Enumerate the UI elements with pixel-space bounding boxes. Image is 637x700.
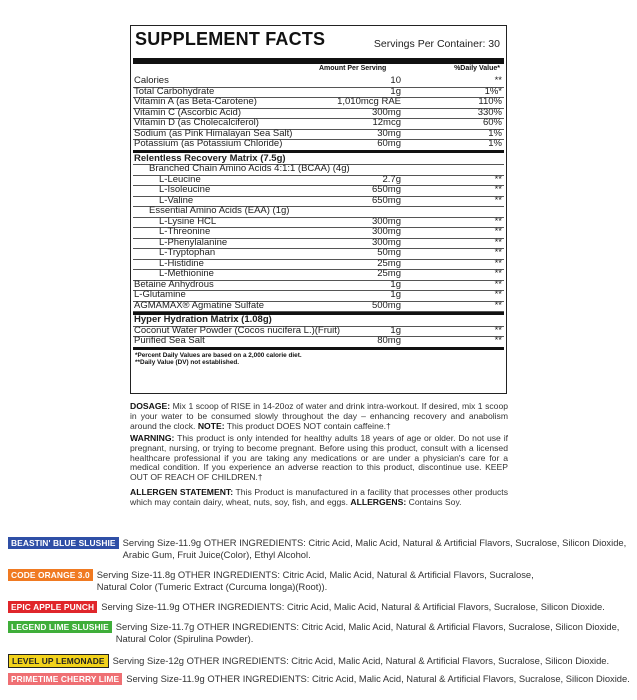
nutrient-daily-value: ** [494,215,502,227]
nutrient-daily-value: ** [494,335,502,346]
nutrient-amount: 50mg [377,247,401,258]
flavor-badge: CODE ORANGE 3.0 [8,569,93,581]
warning-label: WARNING: [130,433,175,443]
dosage-paragraph [130,402,508,431]
nutrient-daily-value: 330% [477,106,502,118]
nutrient-daily-value: ** [494,247,502,258]
nutrient-amount: 650mg [371,194,401,206]
flavor-row [8,621,619,633]
flavor-row [8,601,605,613]
nutrient-amount: 1g [390,278,401,290]
allergen-text: This Product is manufactured in a facility that processes other products which may contain dairy, wheat, nuts, soy, fish, and eggs. [130,487,508,507]
nutrient-name: L-Glutamine [134,289,186,300]
nutrient-amount: 25mg [377,257,401,269]
flavor-row [8,537,626,549]
nutrient-name: Sodium (as Pink Himalayan Sea Salt) [134,127,293,139]
nutrient-amount: 1g [390,85,401,97]
nutrient-daily-value: ** [494,289,502,300]
flavor-row [8,569,534,581]
dosage-label: DOSAGE: [130,401,171,411]
flavor-ingredients: Serving Size-12g OTHER INGREDIENTS: Citric Acid, Malic Acid, Natural & Artificial Flavors, Sucralose, Silicon Dioxide. [112,655,610,666]
flavor-badge: LEVEL UP LEMONADE [8,654,109,668]
nutrient-amount: 300mg [371,236,401,248]
facts-title: SUPPLEMENT FACTS [135,29,326,49]
nutrient-name: Total Carbohydrate [134,85,215,97]
flavor-ingredients-continued: Natural Color (Spirulina Powder). [115,633,254,644]
fact-row [133,139,504,151]
fact-row [133,301,504,313]
flavor-ingredients: Serving Size-11.9g OTHER INGREDIENTS: Citric Acid, Malic Acid, Natural & Artificial Flavors, Sucralose, Silicon Dioxide. [126,673,630,684]
footnote-not-established: **Daily Value (DV) not established. [135,359,240,366]
flavor-ingredients: Serving Size-11.9g OTHER INGREDIENTS: Citric Acid, Malic Acid, Natural & Artificial Flavors, Sucralose, Silicon Dioxide. [101,601,605,612]
nutrient-daily-value: ** [494,268,502,279]
servings-per-container: Servings Per Container: 30 [373,38,500,50]
nutrient-daily-value: ** [494,173,502,185]
nutrient-daily-value: 110% [478,96,502,107]
nutrient-amount: 300mg [371,106,401,118]
nutrient-daily-value: 1%* [484,85,502,97]
flavor-ingredients-continued: Natural Color (Tumeric Extract (Curcuma longa)(Root)). [96,581,328,592]
nutrient-amount: 1g [390,289,401,300]
warning-text: This product is only intended for healthy adults 18 years of age or older. Do not use if pregnant, nursing, or trying to become pregnant. Before using this product, consult with a licensed healthcare professional if you are taking any medications or are under a physician's care for a medical condition. If you experience an adverse reaction to this product, discontinue use. KEEP OUT OF REACH OF CHILDREN.† [130,433,508,483]
nutrient-amount: 25mg [377,268,401,279]
nutrient-daily-value: 60% [482,117,502,128]
nutrient-amount: 300mg [371,226,401,237]
hydration-row [133,336,504,348]
nutrient-name: L-Methionine [159,268,214,279]
nutrient-name: L-Threonine [159,226,211,237]
flavor-badge: PRIMETIME CHERRY LIME [8,673,122,685]
nutrient-name: Vitamin C (Ascorbic Acid) [134,106,241,118]
allergen-paragraph [130,488,508,508]
nutrient-amount: 2.7g [382,173,401,185]
nutrient-amount: 10 [390,75,401,86]
nutrient-daily-value: ** [494,75,502,86]
column-header [133,64,504,75]
flavor-ingredients: Serving Size-11.8g OTHER INGREDIENTS: Citric Acid, Malic Acid, Natural & Artificial Flavors, Sucralose, [96,569,534,580]
nutrient-name: Essential Amino Acids (EAA) (1g) [149,205,290,216]
nutrient-amount: 80mg [377,335,401,346]
flavor-row [8,673,630,685]
nutrient-name: L-Lysine HCL [159,215,217,227]
nutrient-name: L-Phenylalanine [159,236,228,248]
nutrient-daily-value: ** [494,257,502,269]
warning-paragraph [130,434,508,483]
nutrient-amount: 1g [390,324,401,336]
nutrient-name: Purified Sea Salt [134,335,205,346]
allergens-label: ALLERGENS: [350,496,407,507]
nutrient-name: Potassium (as Potassium Chloride) [134,138,283,149]
nutrient-daily-value: ** [494,278,502,290]
nutrient-name: L-Valine [159,194,194,206]
nutrient-daily-value: 1% [488,127,502,139]
allergen-label: ALLERGEN STATEMENT: [130,487,234,497]
nutrient-amount: 1,010mcg RAE [337,96,401,107]
dosage-text: Mix 1 scoop of RISE in 14-20oz of water and drink intra-workout. If desired, mix 1 scoop in your water to be consumed slowly throughout the day – enhancing recovery and anabolism around the clock. [130,401,508,431]
flavor-badge: BEASTIN' BLUE SLUSHIE [8,537,119,549]
nutrient-name: L-Histidine [159,257,204,269]
nutrient-daily-value: ** [494,194,502,206]
nutrient-name: L-Leucine [159,173,201,185]
nutrient-name: Vitamin A (as Beta-Carotene) [134,96,257,107]
note-text: This product DOES NOT contain caffeine.† [224,420,391,431]
flavor-ingredients: Serving Size-11.7g OTHER INGREDIENTS: Citric Acid, Malic Acid, Natural & Artificial Flavors, Sucralose, Silicon Dioxide, [115,621,620,632]
nutrient-daily-value: ** [494,324,502,336]
footer-divider [133,347,504,350]
daily-value-header: %Daily Value* [454,65,500,72]
nutrient-name: Vitamin D (as Cholecalciferol) [134,117,259,128]
note-label: NOTE: [197,420,225,431]
nutrient-name: Relentless Recovery Matrix (7.5g) [134,152,286,164]
nutrient-name: L-Isoleucine [159,184,211,195]
nutrient-name: Branched Chain Amino Acids 4:1:1 (BCAA) (4g) [149,163,350,174]
flavor-badge: EPIC APPLE PUNCH [8,601,97,613]
nutrient-amount: 300mg [371,215,401,227]
nutrient-name: Hyper Hydration Matrix (1.08g) [134,314,272,325]
flavor-row [8,654,609,668]
supplement-facts-panel [130,25,507,394]
footnote-dv: *Percent Daily Values are based on a 2,000 calorie diet. [135,351,302,359]
nutrient-name: L-Tryptophan [159,247,216,258]
nutrient-daily-value: ** [494,226,502,237]
nutrient-daily-value: 1% [488,138,502,149]
nutrient-amount: 12mcg [372,117,401,128]
nutrient-name: Coconut Water Powder (Cocos nucifera L.)(Fruit) [134,324,341,336]
flavor-ingredients-continued: Arabic Gum, Fruit Juice(Color), Ethyl Alcohol. [122,549,311,560]
nutrient-amount: 60mg [377,138,401,149]
flavor-ingredients: Serving Size-11.9g OTHER INGREDIENTS: Citric Acid, Malic Acid, Natural & Artificial Flavors, Sucralose, Silicon Dioxide, [122,537,627,548]
nutrient-amount: 30mg [377,127,401,139]
nutrient-amount: 650mg [371,184,401,195]
nutrient-amount: 500mg [371,299,401,311]
nutrient-daily-value: ** [494,236,502,248]
flavor-badge: LEGEND LIME SLUSHIE [8,621,112,633]
amount-header: Amount Per Serving [319,65,387,72]
nutrient-daily-value: ** [494,184,502,195]
nutrient-daily-value: ** [494,299,502,311]
nutrient-name: AGMAMAX® Agmatine Sulfate [134,299,265,311]
allergens-text: Contains Soy. [406,496,462,507]
nutrient-name: Calories [134,75,169,86]
nutrient-name: Betaine Anhydrous [134,278,214,290]
